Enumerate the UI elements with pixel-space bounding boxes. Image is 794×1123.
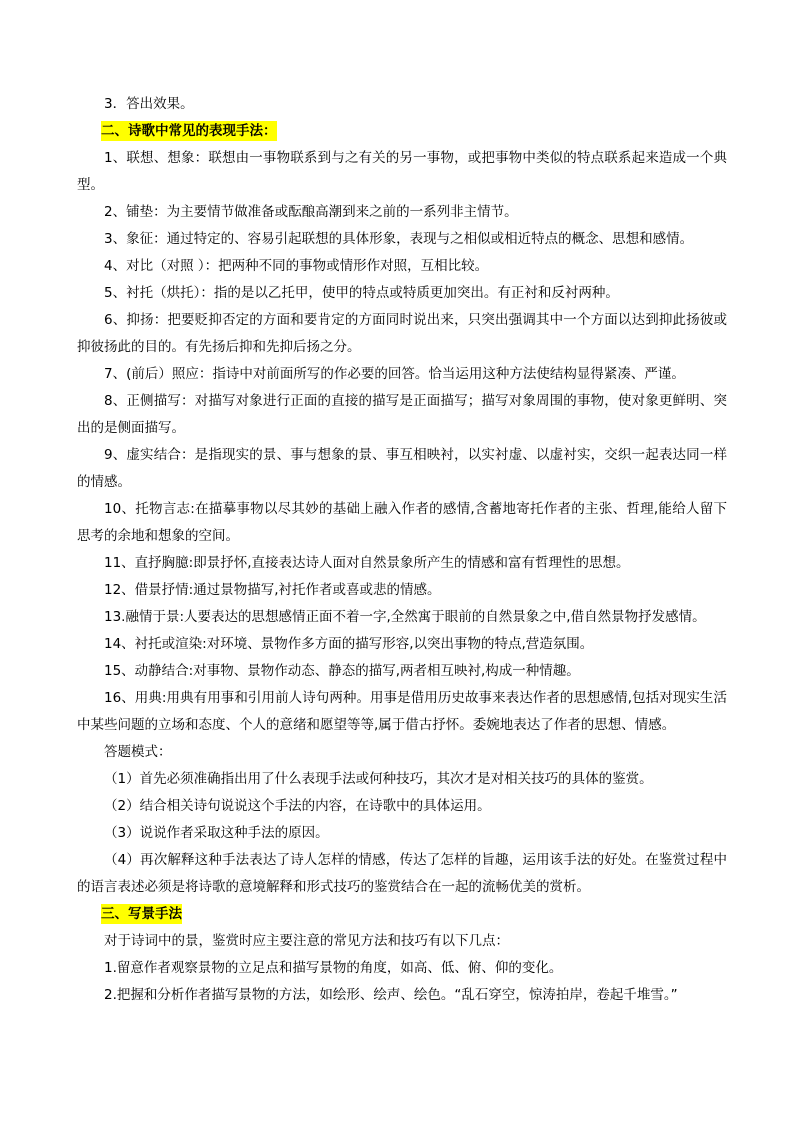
item-direct-indirect-description: 8、正侧描写：对描写对象进行正面的直接的描写是正面描写；描写对象周围的事物，使对象更鲜明、突出的是侧面描写。 [77, 393, 727, 436]
item-real-imagined: 9、虚实结合：是指现实的景、事与想象的景、事互相映衬，以实衬虚、以虚衬实，交织一起表达同一样的情感。 [77, 447, 727, 490]
heading-highlight: 三、写景手法 [101, 906, 182, 922]
answer-pattern-title: 答题模式： [104, 744, 172, 760]
section-heading-scenery [77, 901, 727, 928]
item-scene-emotion: 12、借景抒情:通过景物描写,衬托作者或喜或悲的情感。 [104, 582, 441, 598]
answer-step-1: （1）首先必须准确指出用了什么表现手法或何种技巧，其次才是对相关技巧的具体的鉴赏。 [104, 771, 653, 787]
item-render: 14、衬托或渲染:对环境、景物作多方面的描写形容,以突出事物的特点,营造氛围。 [104, 636, 594, 652]
item-echo: 7、(前后）照应：指诗中对前面所写的作必要的回答。恰当运用这种方法使结构显得紧凑、严谨。 [104, 366, 685, 382]
item-emotion-in-scene: 13.融情于景:人要表达的思想感情正面不着一字,全然寓于眼前的自然景象之中,借自然景物抒发感情。 [104, 609, 706, 625]
item-contrast: 4、对比（对照 ）：把两种不同的事物或情形作对照，互相比较。 [104, 258, 489, 274]
item-allusion: 16、用典:用典有用事和引用前人诗句两种。用事是借用历史故事来表达作者的思想感情,包括对现实生活中某些问题的立场和态度、个人的意绪和愿望等等,属于借古抒怀。委婉地表达了作者的思想、情感。 [77, 690, 727, 733]
scenery-point-2: 2.把握和分析作者描写景物的方法，如绘形、绘声、绘色。“乱石穿空，惊涛拍岸，卷起千堆雪。” [104, 987, 678, 1003]
line-answer-effect: 3．答出效果。 [104, 96, 194, 112]
item-foil: 5、衬托（烘托）：指的是以乙托甲，使甲的特点或特质更加突出。有正衬和反衬两种。 [104, 285, 619, 301]
answer-step-2: （2）结合相关诗句说说这个手法的内容，在诗歌中的具体运用。 [104, 798, 491, 814]
item-motion-stillness: 15、动静结合:对事物、景物作动态、静态的描写,两者相互映衬,构成一种情趣。 [104, 663, 580, 679]
item-praise-suppress: 6、抑扬：把要贬抑否定的方面和要肯定的方面同时说出来，只突出强调其中一个方面以达到抑此扬彼或抑彼扬此的目的。有先扬后抑和先抑后扬之分。 [77, 312, 727, 355]
item-foreshadowing: 2、铺垫：为主要情节做准备或酝酿高潮到来之前的一系列非主情节。 [104, 204, 518, 220]
scenery-point-1: 1.留意作者观察景物的立足点和描写景物的角度，如高、低、俯、仰的变化。 [104, 960, 563, 976]
answer-step-4: （4）再次解释这种手法表达了诗人怎样的情感，传达了怎样的旨趣，运用该手法的好处。在鉴赏过程中的语言表述必须是将诗歌的意境解释和形式技巧的鉴赏结合在一起的流畅优美的赏析。 [77, 852, 727, 895]
item-object-expression: 10、托物言志:在描摹事物以尽其妙的基础上融入作者的感情,含蓄地寄托作者的主张、哲理,能给人留下思考的余地和想象的空间。 [77, 501, 727, 544]
heading-highlight: 二、诗歌中常见的表现手法： [101, 123, 277, 139]
document-page [77, 91, 727, 1009]
section-heading-expression-techniques [77, 118, 727, 145]
answer-step-3: （3）说说作者采取这种手法的原因。 [104, 825, 329, 841]
item-symbolism: 3、象征：通过特定的、容易引起联想的具体形象，表现与之相似或相近特点的概念、思想和感情。 [104, 231, 694, 247]
item-association-imagination: 1、联想、想象：联想由一事物联系到与之有关的另一事物，或把事物中类似的特点联系起来造成一个典型。 [77, 150, 727, 193]
item-direct-expression: 11、直抒胸臆:即景抒怀,直接表达诗人面对自然景象所产生的情感和富有哲理性的思想。 [104, 555, 630, 571]
scenery-intro: 对于诗词中的景，鉴赏时应主要注意的常见方法和技巧有以下几点： [104, 933, 509, 949]
